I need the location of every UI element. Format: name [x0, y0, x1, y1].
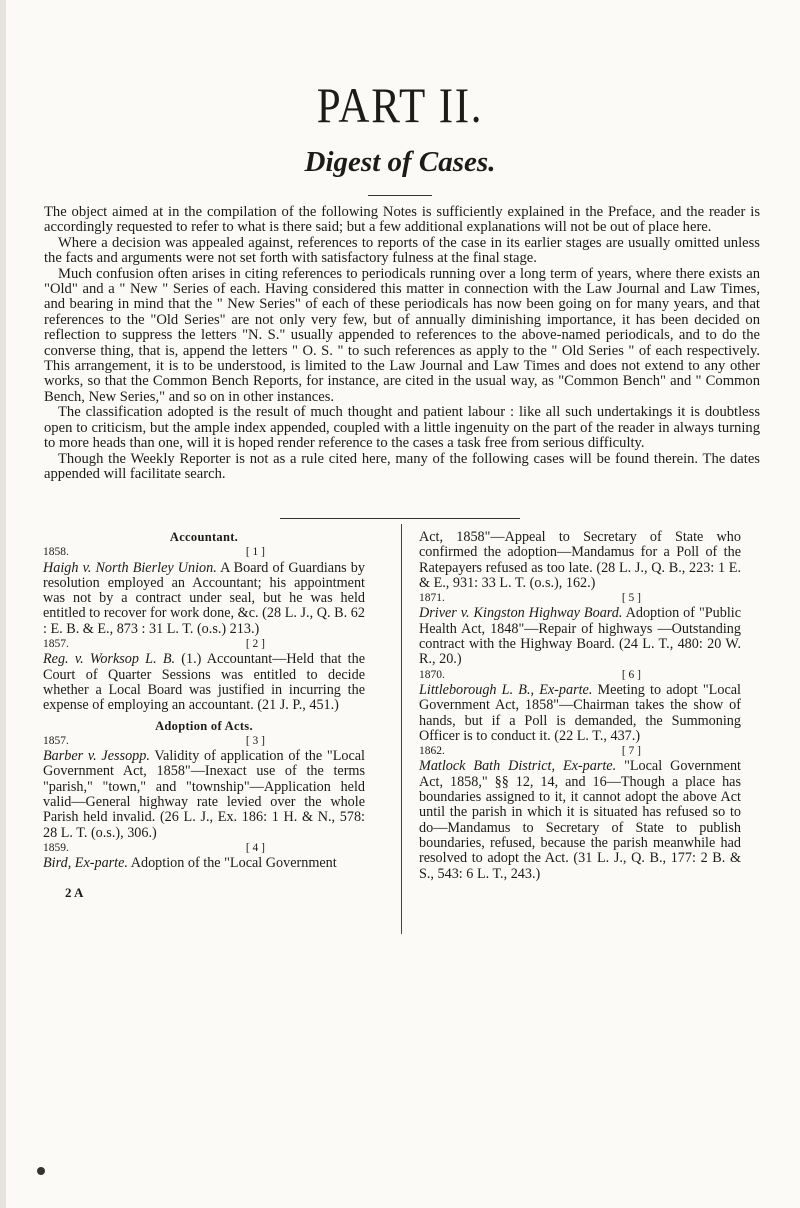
- case-title: Bird, Ex-parte.: [43, 855, 128, 872]
- case-year: 1857.: [43, 734, 69, 747]
- case-year-line: [43, 545, 365, 560]
- case-entry: [419, 606, 741, 667]
- section-heading-adoption: Adoption of Acts.: [155, 718, 253, 733]
- case-entry: [419, 683, 741, 744]
- case-title: Driver v. Kingston Highway Board.: [419, 605, 623, 622]
- section-rule: [280, 518, 520, 519]
- case-year-line: [43, 841, 365, 856]
- case-text: A Board of Guardians by resolution employed an Accountant; his appointment was not by a contract under seal, but he was held entitled to recover for work done, &c. (28 L. J., Q. B. 62 : E. B. & E., 873 : 31 L. T. (o.s.) 213.): [43, 559, 365, 637]
- case-entry: [43, 749, 365, 841]
- case-text: Adoption of the "Local Government: [127, 855, 337, 872]
- case-text: "Local Government Act, 1858," §§ 12, 14, and 16—Though a place has boundaries assigned to it, it cannot adopt the above Act until the parish in which it is situated has refused so to do—Mandamus to Secretary of State to publish boundaries, refused, because the parish meanwhile had resolved to adopt the Act. (31 L. J., Q. B., 177: 2 B. & S., 543: 6 L. T., 243.): [419, 758, 741, 882]
- case-entry: [43, 652, 365, 713]
- intro-paragraph: Though the Weekly Reporter is not as a rule cited here, many of the following cases will be found therein. The dates appended will facilitate search.: [44, 450, 760, 482]
- case-year-line: [419, 668, 741, 683]
- short-rule-top: [368, 195, 432, 196]
- case-title: Barber v. Jessopp.: [43, 748, 150, 765]
- case-year: 1859.: [43, 841, 69, 854]
- case-title: Matlock Bath District, Ex-parte.: [419, 758, 617, 775]
- intro-paragraph: Where a decision was appealed against, references to reports of the case in its earlier stages are usually omitted unless the facts and arguments were not set forth with satisfactory fulness at the final stage.: [44, 234, 760, 267]
- section-heading-accountant: Accountant.: [169, 530, 239, 544]
- case-year: 1858.: [43, 546, 69, 559]
- case-year: 1862.: [419, 745, 445, 758]
- right-column: [419, 530, 741, 882]
- case-entry: [43, 561, 365, 637]
- case-year-line: [419, 744, 741, 759]
- left-column: [43, 530, 365, 913]
- case-number: [ 6 ]: [621, 668, 641, 681]
- case-text: Meeting to adopt "Local Government Act, 1858"—Chairman takes the show of hands, but if a Poll is demanded, the Summoning Officer is to conduct it. (22 L. T., 437.): [419, 681, 741, 744]
- part-title: PART II.: [316, 77, 484, 133]
- case-year: 1857.: [43, 638, 69, 651]
- case-text: Adoption of "Public Health Act, 1848"—Repair of highways —Outstanding contract with the Highway Board. (24 L. T., 480: 20 W. R., 20.): [419, 605, 742, 668]
- case-number: [ 1 ]: [245, 546, 265, 559]
- signature-mark: 2 A: [65, 884, 84, 900]
- case-number: [ 3 ]: [245, 734, 265, 747]
- case-number: [ 7 ]: [621, 745, 641, 758]
- intro-text: [44, 205, 760, 482]
- case-number: [ 2 ]: [245, 638, 265, 651]
- case-entry: [419, 759, 741, 881]
- case-entry: [43, 856, 365, 871]
- case-year: 1871.: [419, 592, 445, 605]
- case-continuation: Act, 1858"—Appeal to Secretary of State who confirmed the adoption—Mandamus for a Poll of the Ratepayers refused as too late. (28 L. J., Q. B., 223: 1 E. & E., 931: 33 L. T. (o.s.), 162.): [419, 529, 741, 591]
- intro-paragraph: The object aimed at in the compilation of the following Notes is sufficiently explained in the Preface, and the reader is accordingly requested to refer to what is there said; but a few additional explanations will not be out of place here.: [44, 204, 760, 236]
- ink-dot: [37, 1167, 45, 1175]
- intro-paragraph: The classification adopted is the result of much thought and patient labour : like all such undertakings it is doubtless open to criticism, but the ample index appended, coupled with a little ingenuity on the part of the reader in always turning to more heads than one, will it is hoped render reference to the cases a task free from serious difficulty.: [44, 404, 760, 452]
- case-title: Haigh v. North Bierley Union.: [43, 559, 217, 576]
- case-year: 1870.: [419, 668, 445, 681]
- intro-paragraph: Much confusion often arises in citing references to periodicals running over a long term of years, where there exists an "Old" and a " New " Series of each. Having considered this matter in connection with the Law Journal and Law Times, and bearing in mind that the " New Series" of each of these periodicals has now been going on for many years, and that references to the "Old Series" are not only very few, but of annually diminishing importance, it has been decided on reflection to suppress the letters "N. S." usually appended to references to the above-named periodicals, and to do the converse thing, that is, append the letters " O. S. " to such references as apply to the " Old Series " of each respectively. This arrangement, it is to be understood, is limited to the Law Journal and Law Times and does not extend to any other works, so that the Common Bench Reports, for instance, are cited in the usual way, as "Common Bench" and " Common Bench, New Series," and so on in other instances.: [44, 265, 760, 405]
- digest-subtitle: Digest of Cases.: [304, 146, 496, 178]
- case-title: Littleborough L. B., Ex-parte.: [419, 681, 593, 698]
- case-text: Validity of application of the "Local Government Act, 1858"—Inexact use of the terms "parish," "town," and "township"—Application held valid—General highway rate levied over the whole Parish held invalid. (26 L. J., Ex. 186: 1 H. & N., 578: 28 L. T. (o.s.), 306.): [43, 748, 365, 841]
- case-title: Reg. v. Worksop L. B.: [43, 651, 176, 668]
- case-year-line: [43, 734, 365, 749]
- case-year-line: [43, 637, 365, 652]
- case-year-line: [419, 591, 741, 606]
- case-number: [ 4 ]: [245, 841, 265, 854]
- column-divider: [401, 524, 402, 934]
- page-gutter: [0, 0, 6, 1208]
- case-text: (1.) Accountant—Held that the Court of Quarter Sessions was entitled to decide whether a Local Board was justified in incurring the expense of employing an accountant. (21 J. P., 451.): [43, 651, 366, 714]
- case-number: [ 5 ]: [621, 592, 641, 605]
